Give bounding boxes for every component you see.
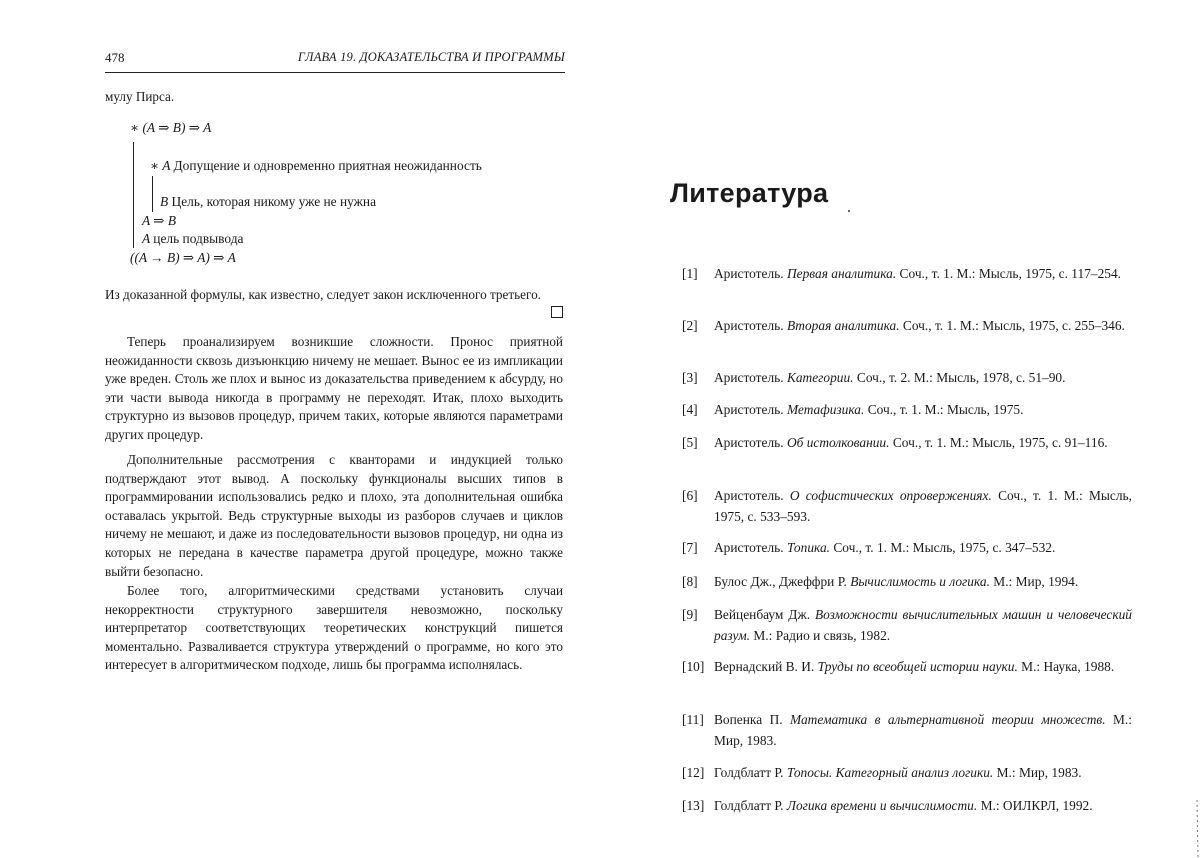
proof-line-5-formula: A xyxy=(142,231,150,246)
reference-number: [9] xyxy=(682,607,698,622)
reference-title: Категории. xyxy=(786,370,854,385)
reference-title: Метафизика. xyxy=(786,402,865,417)
reference-author: Булос Дж., Джеффри Р. xyxy=(714,574,847,589)
reference-number: [2] xyxy=(682,318,698,333)
reference-author: Аристотель. xyxy=(714,402,784,417)
reference-item xyxy=(682,604,1132,646)
reference-details: Соч., т. 2. М.: Мысль, 1978, с. 51–90. xyxy=(856,370,1066,385)
reference-details: М.: Мир, 1994. xyxy=(993,574,1079,589)
reference-author: Аристотель. xyxy=(714,318,784,333)
qed-box-icon xyxy=(551,306,563,318)
proof-bar-inner xyxy=(152,176,153,212)
reference-author: Голдблатт Р. xyxy=(714,765,784,780)
reference-title: Логика времени и вычислимости. xyxy=(786,798,978,813)
scan-edge-noise xyxy=(1192,800,1200,858)
reference-number: [6] xyxy=(682,488,698,503)
reference-item xyxy=(682,709,1132,751)
reference-number: [1] xyxy=(682,266,698,281)
reference-author: Аристотель. xyxy=(714,435,784,450)
reference-details: М.: ОИЛКРЛ, 1992. xyxy=(980,798,1093,813)
reference-item xyxy=(682,399,1132,420)
reference-number: [12] xyxy=(682,765,705,780)
reference-number: [3] xyxy=(682,370,698,385)
reference-details: Соч., т. 1. М.: Мысль, 1975, с. 255–346. xyxy=(902,318,1125,333)
reference-author: Голдблатт Р. xyxy=(714,798,784,813)
proof-line-3-formula: B xyxy=(160,194,169,209)
proof-conclusion: Из доказанной формулы, как известно, следует закон исключенного третьего. xyxy=(105,287,541,302)
reference-details: М.: Мир, 1983. xyxy=(996,765,1082,780)
reference-details: М.: Радио и связь, 1982. xyxy=(753,628,891,643)
reference-item xyxy=(682,432,1132,453)
proof-line-6: ((A → B) ⇒ A) ⇒ A xyxy=(130,250,236,265)
reference-author: Вопенка П. xyxy=(714,712,783,727)
proof-line-5 xyxy=(142,231,243,247)
reference-author: Вейценбаум Дж. xyxy=(714,607,811,622)
right-page xyxy=(600,0,1200,858)
reference-details: Соч., т. 1. М.: Мысль, 1975. xyxy=(867,402,1024,417)
reference-title: О софистических опровержениях. xyxy=(789,488,992,503)
speck xyxy=(848,210,850,212)
proof-line-1: ∗ (A ⇒ B) ⇒ A xyxy=(130,120,212,135)
reference-item xyxy=(682,656,1132,677)
bibliography-title: Литература xyxy=(670,178,829,208)
proof-line-5-text: цель подвывода xyxy=(153,231,244,246)
reference-author: Аристотель. xyxy=(714,488,784,503)
reference-item xyxy=(682,263,1132,284)
reference-number: [7] xyxy=(682,540,698,555)
proof-line-2-formula: ∗ A xyxy=(150,158,171,173)
reference-details: Соч., т. 1. М.: Мысль, 1975, с. 533–593. xyxy=(714,488,1132,524)
reference-number: [13] xyxy=(682,798,705,813)
reference-title: Вторая аналитика. xyxy=(786,318,900,333)
paragraph-3: Более того, алгоритмическими средствами установить случаи некорректности структурного завершителя невозможно, поскольку интерпретатор соответствующих теоретических конструкций пишется моментально. Разваливается структура утверждений о программе, но кого это интересует в алгоритмическом подходе, лишь бы программа исполнялась. xyxy=(105,583,563,673)
reference-item xyxy=(682,571,1132,592)
reference-author: Аристотель. xyxy=(714,266,784,281)
proof-line-4: A ⇒ B xyxy=(142,213,177,228)
reference-number: [5] xyxy=(682,435,698,450)
proof-line-2 xyxy=(150,158,482,174)
paragraph-2: Дополнительные рассмотрения с кванторами и индукцией только подтверждают этот вывод. А поскольку функционалы высших типов в программировании использовались редко и плохо, эта дополнительная ошибка оставалась укрытой. Ведь структурные выходы из разборов случаев и циклов ничему не мешают, и даже из последовательности вызовов процедур, ни одна из которых не передана в качестве параметра другой процедуре, можно также выйти безопасно. xyxy=(105,452,563,579)
reference-title: Возможности вычислительных машин и человеческий разум. xyxy=(714,607,1132,643)
reference-author: Аристотель. xyxy=(714,540,784,555)
reference-item xyxy=(682,367,1132,388)
reference-title: Первая аналитика. xyxy=(786,266,897,281)
reference-item xyxy=(682,795,1132,816)
paragraph-1: Теперь проанализируем возникшие сложности. Пронос приятной неожиданности сквозь дизъюнкцию ничему не мешает. Вынос ее из импликации уже вреден. Столь же плох и вынос из доказательства приведением к абсурду, но эти части вывода никогда в программу не переходят. Итак, плохо выходить структурно из вызовов процедур, причем таких, которые являются параметрами других процедур. xyxy=(105,334,563,442)
proof-line-2-text: Допущение и одновременно приятная неожиданность xyxy=(173,158,482,173)
reference-details: Соч., т. 1. М.: Мысль, 1975, с. 347–532. xyxy=(833,540,1056,555)
reference-title: Математика в альтернативной теории множеств. xyxy=(790,712,1106,727)
proof-bar-outer xyxy=(133,142,134,248)
reference-title: Труды по всеобщей истории науки. xyxy=(817,659,1018,674)
running-head: ГЛАВА 19. ДОКАЗАТЕЛЬСТВА И ПРОГРАММЫ xyxy=(297,50,565,64)
reference-author: Аристотель. xyxy=(714,370,784,385)
reference-details: Соч., т. 1. М.: Мысль, 1975, с. 91–116. xyxy=(892,435,1108,450)
reference-details: М.: Наука, 1988. xyxy=(1021,659,1115,674)
reference-item xyxy=(682,485,1132,527)
reference-number: [11] xyxy=(682,712,704,727)
intro-text: мулу Пирса. xyxy=(105,89,175,104)
reference-details: Соч., т. 1. М.: Мысль, 1975, с. 117–254. xyxy=(899,266,1122,281)
reference-details: М.: Мир, 1983. xyxy=(714,712,1132,748)
reference-author: Вернадский В. И. xyxy=(714,659,815,674)
reference-title: Топика. xyxy=(786,540,830,555)
reference-item xyxy=(682,315,1132,336)
reference-title: Вычислимость и логика. xyxy=(850,574,990,589)
page-header xyxy=(105,50,565,73)
reference-item xyxy=(682,537,1132,558)
reference-number: [10] xyxy=(682,659,705,674)
page-number: 478 xyxy=(105,50,125,65)
reference-item xyxy=(682,762,1132,783)
reference-title: Об истолковании. xyxy=(786,435,890,450)
reference-title: Топосы. Категорный анализ логики. xyxy=(786,765,994,780)
proof-line-3 xyxy=(160,194,376,210)
reference-number: [8] xyxy=(682,574,698,589)
reference-number: [4] xyxy=(682,402,698,417)
proof-line-3-text: Цель, которая никому уже не нужна xyxy=(171,194,377,209)
